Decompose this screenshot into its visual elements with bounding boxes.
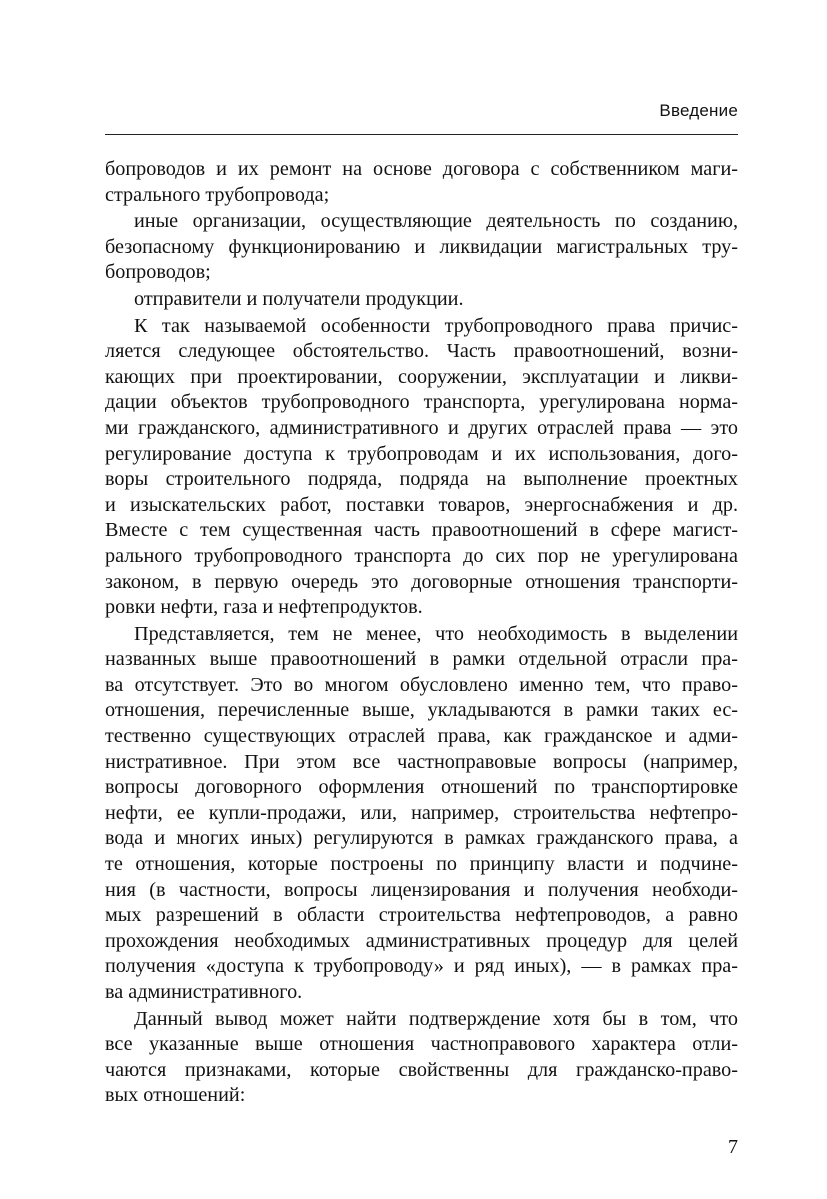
text-line: вых отношений: [105,1084,246,1107]
text-line: бопроводов; [105,261,211,284]
paragraph [105,314,738,621]
text-line: стрального трубопровода; [105,183,330,206]
text-line: дации объектов трубопроводного транспорта, урегулирована норма- [105,391,738,414]
text-line: тественно существующих отраслей права, как гражданское и адми- [105,725,738,748]
text-line: законом, в первую очередь это договорные отношения транспорти- [105,570,738,593]
text-line: ляется следующее обстоятельство. Часть правоотношений, возни- [105,340,738,363]
body-text [105,157,738,1109]
text-line: нефти, ее купли-продажи, или, например, строительства нефтепро- [105,801,738,824]
text-line: ровки нефти, газа и нефтепродуктов. [105,596,423,619]
text-line: иные организации, осуществляющие деятельность по созданию, [134,210,738,233]
paragraph [105,1007,738,1109]
text-line: Данный вывод может найти подтверждение хотя бы в том, что [134,1007,738,1030]
paragraph [105,157,738,208]
text-line: чаются признаками, которые свойственны для гражданско-право- [105,1058,738,1081]
text-line: мых разрешений в области строительства нефтепроводов, а равно [105,904,738,927]
text-line: вода и многих иных) регулируются в рамках гражданского права, а [105,827,738,850]
text-line: отношения, перечисленные выше, укладываются в рамки таких ес- [105,699,738,722]
text-line: безопасному функционированию и ликвидации магистральных тру- [105,235,738,258]
running-head-title: Введение [659,101,738,120]
text-line: прохождения необходимых административных процедур для целей [105,929,738,952]
text-line: кающих при проектировании, сооружении, эксплуатации и ликви- [105,365,738,388]
paragraph [105,209,738,286]
text-line: вопросы договорного оформления отношений по транспортировке [105,776,738,799]
text-line: ва отсутствует. Это во многом обусловлено именно тем, что право- [105,673,738,696]
paragraph [105,287,738,313]
text-line: получения «доступа к трубопроводу» и ряд иных), — в рамках пра- [105,955,738,978]
text-line: рального трубопроводного транспорта до сих пор не урегулирована [105,544,738,567]
paragraph [105,622,738,1006]
text-line: регулирование доступа к трубопроводам и их использования, дого- [105,442,738,465]
text-line: все указанные выше отношения частноправового характера отли- [105,1033,738,1056]
text-line: бопроводов и их ремонт на основе договора с собственником маги- [105,158,738,180]
header-divider [105,134,738,135]
text-line: ва административного. [105,981,303,1003]
text-line: нистративное. При этом все частноправовые вопросы (например, [105,750,738,773]
text-line: К так называемой особенности трубопроводного права причис- [134,314,738,337]
page-number: 7 [728,1136,738,1158]
text-line: Представляется, тем не менее, что необходимость в выделении [134,622,738,645]
text-line: воры строительного подряда, подряда на выполнение проектных [105,468,738,491]
text-line: названных выше правоотношений в рамки отдельной отрасли пра- [105,648,738,671]
text-line: те отношения, которые построены по принципу власти и подчине- [105,853,738,876]
text-line: ми гражданского, административного и других отраслей права — это [105,416,738,439]
text-line: отправители и получатели продукции. [134,287,464,310]
text-line: и изыскательских работ, поставки товаров, энергоснабжения и др. [105,493,738,516]
text-line: Вместе с тем существенная часть правоотношений в сфере магист- [105,519,738,542]
text-line: ния (в частности, вопросы лицензирования и получения необходи- [105,878,738,901]
